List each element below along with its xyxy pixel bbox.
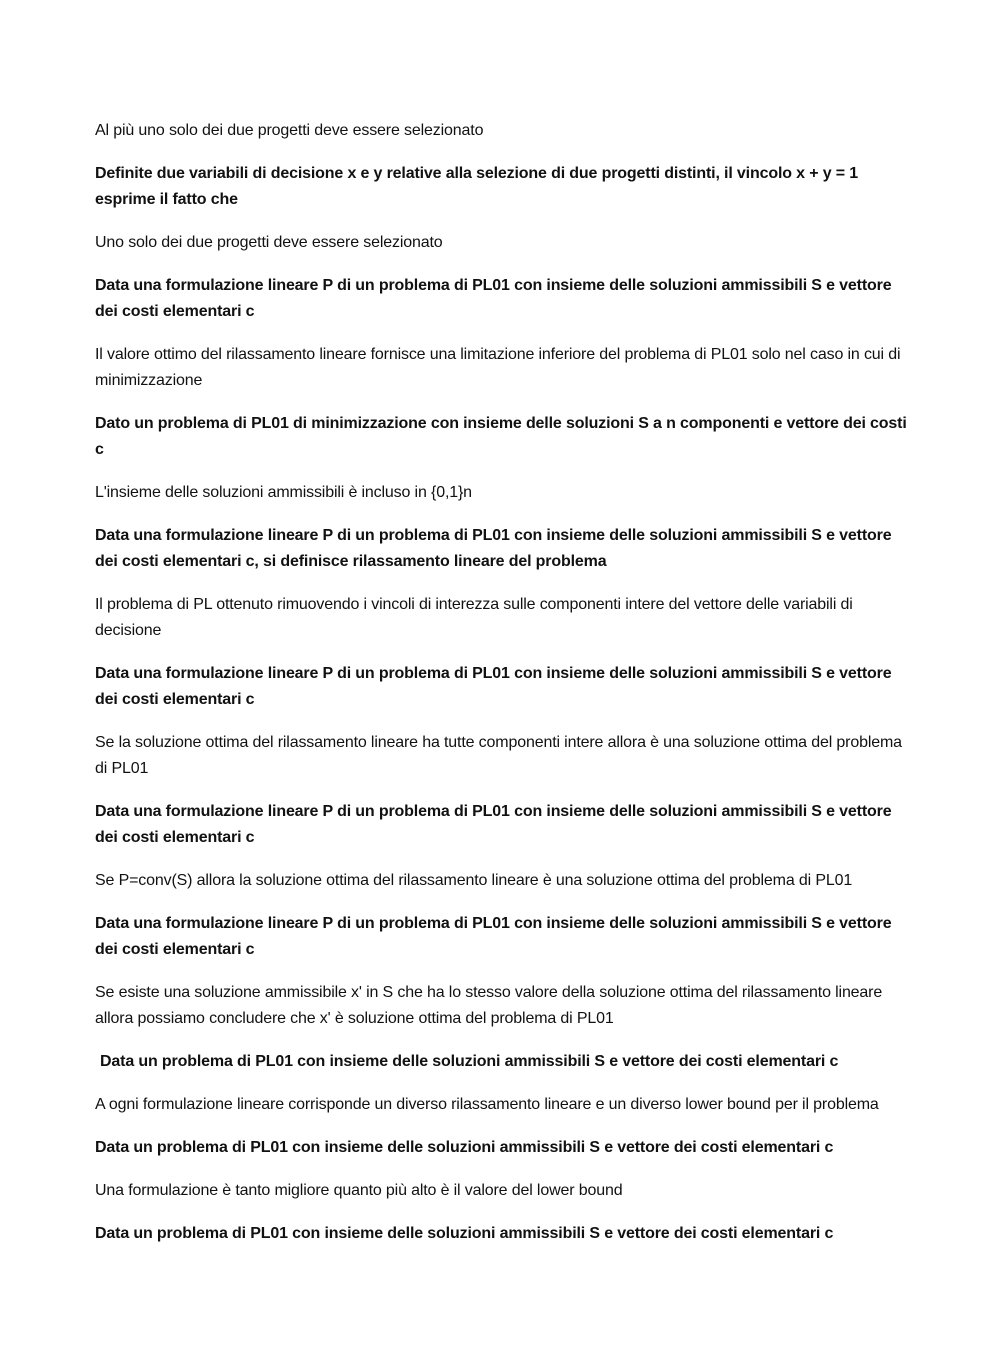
question-text: Dato un problema di PL01 di minimizzazione con insieme delle soluzioni S a n componenti e vettore dei costi c: [95, 415, 907, 458]
question-text: Data una formulazione lineare P di un problema di PL01 con insieme delle soluzioni ammissibili S e vettore dei costi elementari c: [95, 277, 892, 320]
document-body: [95, 118, 907, 1264]
answer-text: L'insieme delle soluzioni ammissibili è incluso in {0,1}n: [95, 484, 472, 501]
answer-text: Se esiste una soluzione ammissibile x' in S che ha lo stesso valore della soluzione ottima del rilassamento lineare allora possiamo concludere che x' è soluzione ottima del problema di PL01: [95, 984, 883, 1027]
answer-text: Il valore ottimo del rilassamento lineare fornisce una limitazione inferiore del problema di PL01 solo nel caso in cui di minimizzazione: [95, 346, 901, 389]
answer-text: Il problema di PL ottenuto rimuovendo i vincoli di interezza sulle componenti intere del vettore delle variabili di decisione: [95, 596, 853, 639]
answer-text: Al più uno solo dei due progetti deve essere selezionato: [95, 122, 484, 139]
question-text: Data una formulazione lineare P di un problema di PL01 con insieme delle soluzioni ammissibili S e vettore dei costi elementari c: [95, 915, 892, 958]
question-text: Data una formulazione lineare P di un problema di PL01 con insieme delle soluzioni ammissibili S e vettore dei costi elementari c, si definisce rilassamento lineare del problema: [95, 527, 892, 570]
question-text: Data una formulazione lineare P di un problema di PL01 con insieme delle soluzioni ammissibili S e vettore dei costi elementari c: [95, 803, 892, 846]
answer-text: Se la soluzione ottima del rilassamento lineare ha tutte componenti intere allora è una soluzione ottima del problema di PL01: [95, 734, 902, 777]
answer-text: A ogni formulazione lineare corrisponde un diverso rilassamento lineare e un diverso lower bound per il problema: [95, 1096, 879, 1113]
answer-text: Una formulazione è tanto migliore quanto più alto è il valore del lower bound: [95, 1182, 623, 1199]
question-text: Data una formulazione lineare P di un problema di PL01 con insieme delle soluzioni ammissibili S e vettore dei costi elementari c: [95, 665, 892, 708]
question-text: Definite due variabili di decisione x e y relative alla selezione di due progetti distinti, il vincolo x + y = 1 esprime il fatto che: [95, 165, 858, 208]
question-text: Data un problema di PL01 con insieme delle soluzioni ammissibili S e vettore dei costi elementari c: [100, 1053, 839, 1070]
answer-text: Se P=conv(S) allora la soluzione ottima del rilassamento lineare è una soluzione ottima del problema di PL01: [95, 872, 853, 889]
answer-text: Uno solo dei due progetti deve essere selezionato: [95, 234, 443, 251]
question-text: Data un problema di PL01 con insieme delle soluzioni ammissibili S e vettore dei costi elementari c: [95, 1139, 834, 1156]
question-text: Data un problema di PL01 con insieme delle soluzioni ammissibili S e vettore dei costi elementari c: [95, 1225, 834, 1242]
